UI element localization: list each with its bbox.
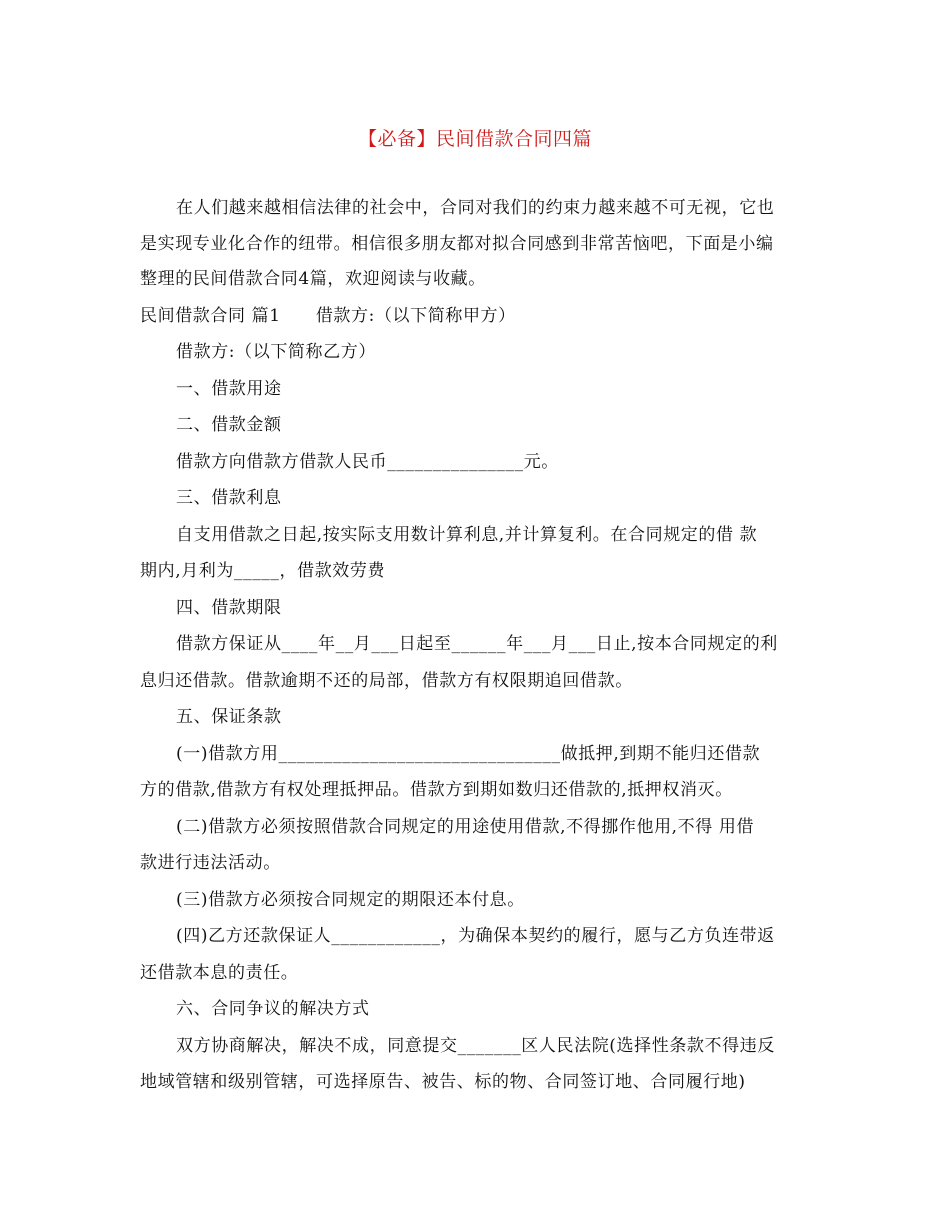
body-line: 款进行违法活动。 bbox=[140, 853, 281, 873]
clause-heading: 一、借款用途 bbox=[176, 379, 282, 399]
clause-heading: 六、合同争议的解决方式 bbox=[176, 999, 370, 1019]
body-line: 还借款本息的责任。 bbox=[140, 963, 299, 983]
clause-heading: 五、保证条款 bbox=[176, 707, 282, 727]
body-line: 是实现专业化合作的纽带。相信很多朋友都对拟合同感到非常苦恼吧，下面是小编 bbox=[140, 234, 774, 254]
body-line: 在人们越来越相信法律的社会中，合同对我们的约束力越来越不可无视，它也 bbox=[176, 198, 775, 218]
body-line: 整理的民间借款合同4篇，欢迎阅读与收藏。 bbox=[140, 269, 486, 289]
body-line: (三)借款方必须按合同规定的期限还本付息。 bbox=[176, 890, 525, 910]
body-line: 借款方向借款方借款人民币_______________元。 bbox=[176, 452, 559, 472]
body-line: (一)借款方用_______________________________做抵押,到期不能归还借款 bbox=[176, 744, 761, 764]
body-line: 借款方:（以下简称乙方） bbox=[176, 342, 376, 362]
body-line: 借款方保证从____年__月___日起至______年___月___日止,按本合同规定的利 bbox=[176, 634, 778, 654]
body-line: (二)借款方必须按照借款合同规定的用途使用借款,不得挪作他用,不得 用借 bbox=[176, 817, 755, 837]
clause-heading: 四、借款期限 bbox=[176, 598, 282, 618]
body-line: (四)乙方还款保证人____________，为确保本契约的履行，愿与乙方负连带返 bbox=[176, 926, 775, 946]
clause-heading: 二、借款金额 bbox=[176, 415, 282, 435]
body-line: 自支用借款之日起,按实际支用数计算利息,并计算复利。在合同规定的借 款 bbox=[176, 525, 758, 545]
document-title: 【必备】民间借款合同四篇 bbox=[357, 128, 592, 150]
body-line: 期内,月利为_____，借款效劳费 bbox=[140, 561, 386, 581]
body-line: 方的借款,借款方有权处理抵押品。借款方到期如数归还借款的,抵押权消灭。 bbox=[140, 780, 733, 800]
clause-heading: 三、借款利息 bbox=[176, 488, 282, 508]
body-line: 双方协商解决，解决不成，同意提交_______区人民法院(选择性条款不得违反 bbox=[176, 1036, 775, 1056]
section-heading: 民间借款合同 篇1 借款方:（以下简称甲方） bbox=[140, 306, 516, 326]
body-line: 地域管辖和级别管辖，可选择原告、被告、标的物、合同签订地、合同履行地) bbox=[140, 1072, 746, 1092]
body-line: 息归还借款。借款逾期不还的局部，借款方有权限期追回借款。 bbox=[140, 671, 633, 691]
